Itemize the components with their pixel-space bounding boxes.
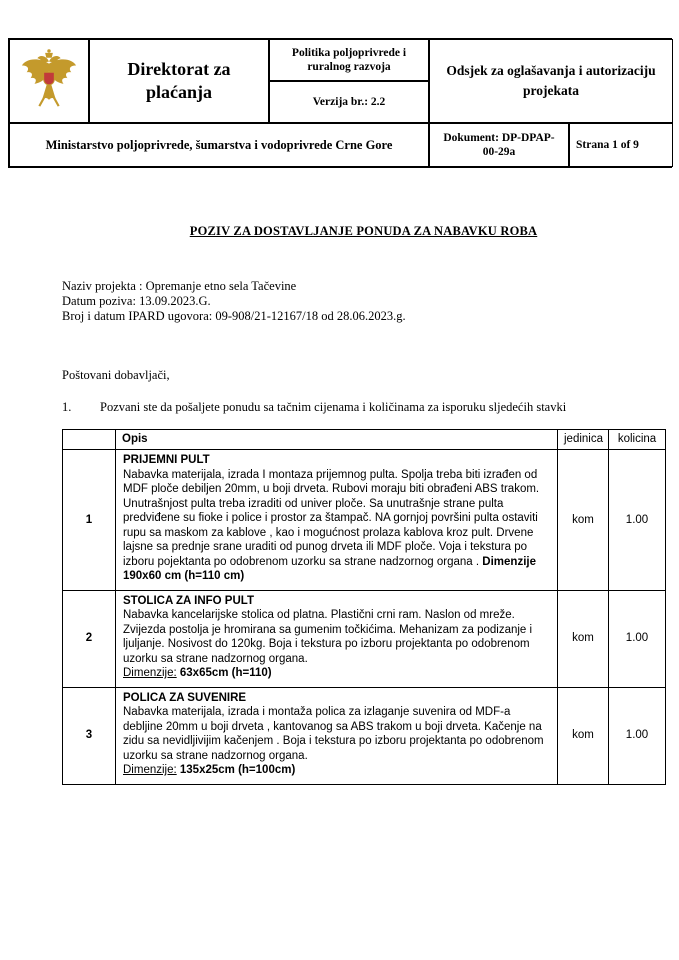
table-row: [63, 450, 666, 591]
item-qty: 1.00: [609, 687, 666, 784]
department-title: Odsjek za oglašavanja i autorizaciju projekata: [429, 39, 673, 123]
table-row: [63, 687, 666, 784]
document-title: POZIV ZA DOSTAVLJANJE PONUDA ZA NABAVKU ROBA: [189, 224, 538, 238]
montenegro-coat-of-arms-icon: [19, 45, 79, 117]
item-title: STOLICA ZA INFO PULT: [123, 594, 254, 607]
item-qty: 1.00: [609, 590, 666, 687]
item-unit: kom: [558, 450, 609, 591]
intro-text: Pozvani ste da pošaljete ponudu sa tačnim cijenama i količinama za isporuku sljedećih stavki: [100, 400, 567, 414]
document-body: [62, 218, 665, 785]
page-number: Strana 1 of 9: [569, 123, 673, 167]
item-desc: Nabavka kancelarijske stolica od platna. Plastični crni ram. Naslon od mreže. Zvijezda postolja je hromirana sa gumenim točkićima. Mehanizam za podizanje i ljuljanje. Nosivost do 120kg. Boja i tekstura po izboru projektanta po odobrenom uzorku sa strane nadzornog organa.: [123, 609, 533, 665]
item-qty: 1.00: [609, 450, 666, 591]
project-name-line: Naziv projekta : Opremanje etno sela Tačevine: [62, 279, 297, 293]
document-code: Dokument: DP-DPAP-00-29a: [429, 123, 569, 167]
items-table: [62, 429, 666, 785]
policy-title: Politika poljoprivrede i ruralnog razvoja: [269, 39, 429, 81]
document-header: [8, 38, 672, 168]
item-number: 1: [63, 450, 116, 591]
item-title: POLICA ZA SUVENIRE: [123, 691, 247, 704]
item-dim-label: Dimenzije:: [123, 667, 177, 679]
item-number: 2: [63, 590, 116, 687]
ministry-title: Ministarstvo poljoprivrede, šumarstva i vodoprivrede Crne Gore: [9, 123, 429, 167]
items-body: [63, 450, 666, 785]
intro-number: 1.: [62, 400, 72, 414]
item-number: 3: [63, 687, 116, 784]
header-jedinica: jedinica: [558, 430, 609, 450]
item-dim-label: Dimenzije:: [123, 764, 177, 776]
table-row: [63, 590, 666, 687]
item-title: PRIJEMNI PULT: [123, 454, 210, 466]
item-dim-value: 63x65cm (h=110): [179, 667, 272, 679]
items-table-header: [63, 430, 666, 450]
item-desc: Nabavka materijala, izrada I montaza prijemnog pulta. Spolja treba biti izrađen od MDF ploče debiljen 20mm, u boji drveta. Rubovi moraju biti obrađeni ABS trakom. Unutrašnjost pulta treba izraditi od univer ploče. Sa unutrašnje strane pulta predviđene su fioke i police i prostor za štampač. NA gornjoj površini pulta ostaviti rupu sa maskom za kablove , kao i mogućnost prolaza kablova kroz pult. Drvene lajsne sa prednje srane uraditi od punog drveta ili MDF ploče. Voja i tekstura po izboru pojektanta po odobrenom uzorku sa strane nadzornog organa .: [123, 468, 540, 568]
header-opis: Opis: [116, 430, 558, 450]
item-dim-line: [123, 666, 550, 681]
logo-cell: [9, 39, 89, 123]
version-label: Verzija br.: 2.2: [269, 81, 429, 123]
item-dim-line: [123, 763, 550, 778]
call-date-line: Datum poziva: 13.09.2023.G.: [62, 294, 211, 308]
directorate-title: Direktorat za plaćanja: [89, 39, 269, 123]
header-number-col: [63, 430, 116, 450]
item-desc: Nabavka materijala, izrada i montaža polica za izlaganje suvenira od MDF-a debljine 20mm u boji drveta , kantovanog sa ABS trakom u boji drveta. Kačenje na zidu sa nevidljivijim kačenjem . Boja i tekstura po izboru projektanta po odobrenom uzorku sa strane nadzornog organa.: [123, 706, 544, 762]
item-unit: kom: [558, 687, 609, 784]
header-kolicina: kolicina: [609, 430, 666, 450]
item-unit: kom: [558, 590, 609, 687]
item-dim-value: 135x25cm (h=100cm): [179, 764, 296, 776]
intro-paragraph: [62, 400, 665, 415]
contract-number-line: Broj i datum IPARD ugovora: 09-908/21-12167/18 od 28.06.2023.g.: [62, 309, 406, 323]
project-info: [62, 279, 665, 324]
salutation: Poštovani dobavljači,: [62, 368, 170, 382]
item-dim-value: Dimenzije 190x60 cm (h=110 cm): [123, 555, 536, 582]
